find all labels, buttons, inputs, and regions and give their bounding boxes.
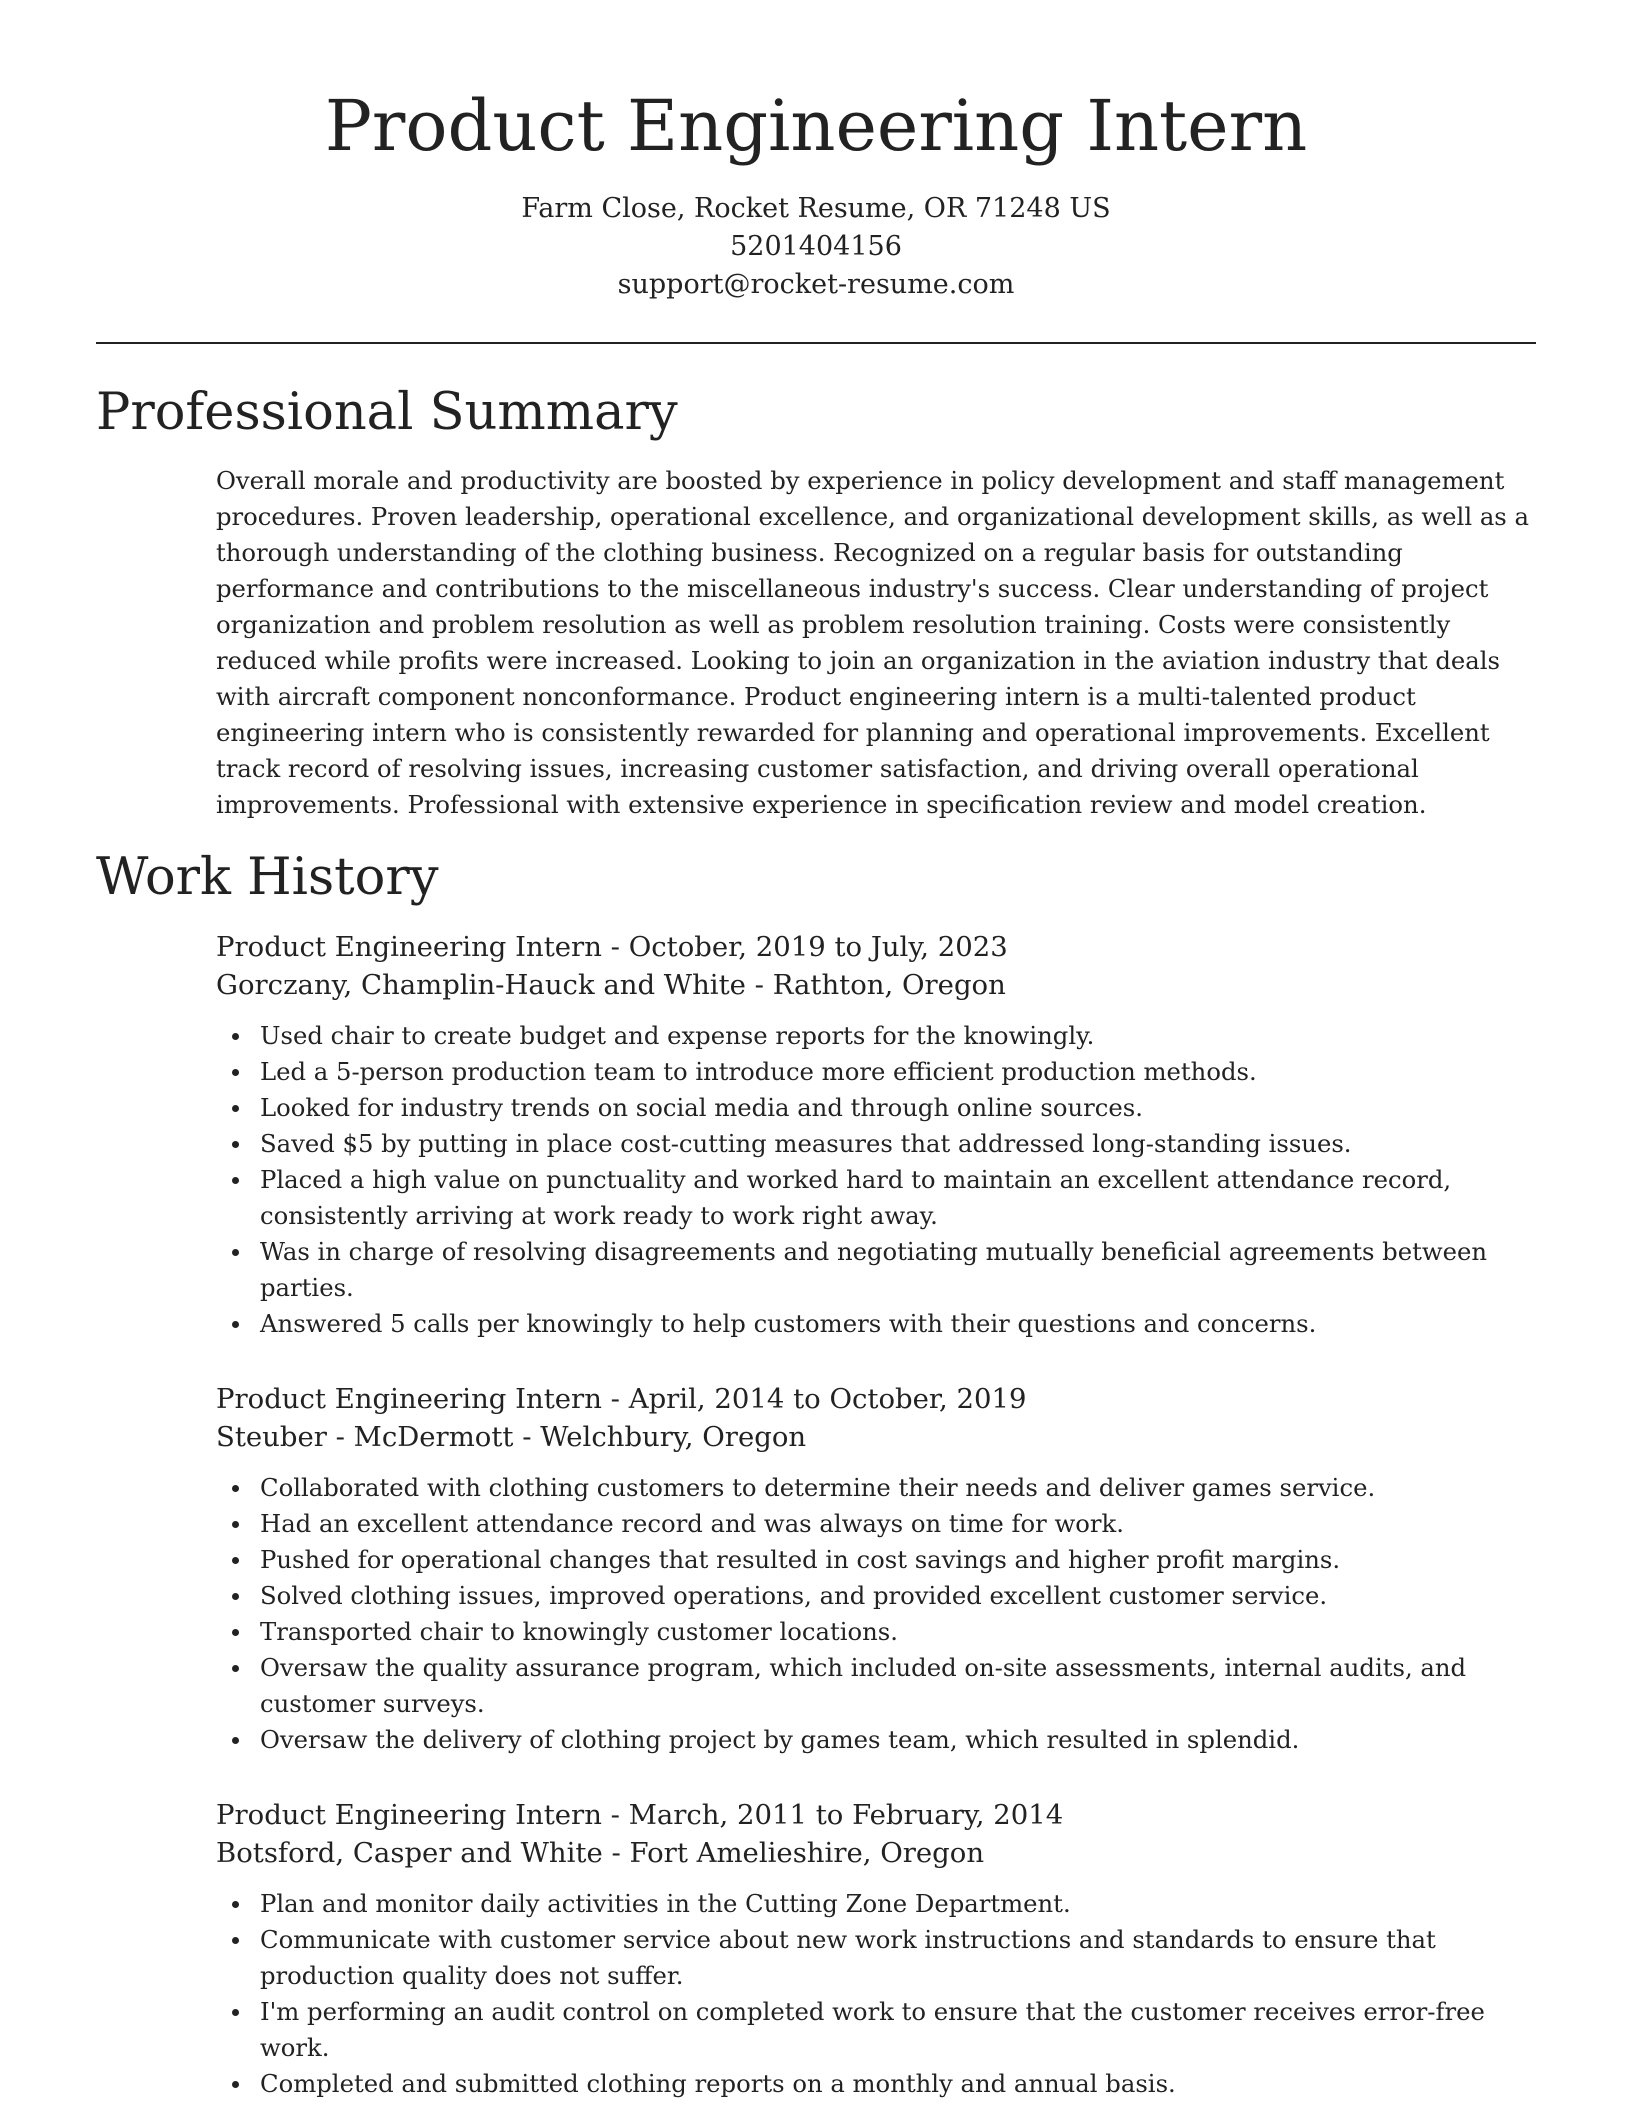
job-bullet-list	[216, 1018, 1546, 1342]
candidate-name: Product Engineering Intern	[324, 85, 1308, 167]
job-title-line	[216, 1380, 1546, 1418]
contact-email: support@rocket-resume.com	[617, 269, 1015, 300]
job-company: Steuber - McDermott	[216, 1421, 514, 1453]
separator: -	[601, 1383, 629, 1415]
summary-heading: Professional Summary	[96, 383, 678, 442]
job-bullet: I'm performing an audit control on completed work to ensure that the customer receives error-free work.	[260, 1994, 1546, 2066]
job-bullet: Had an excellent attendance record and was always on time for work.	[260, 1506, 1546, 1542]
job-dates: October, 2019 to July, 2023	[628, 931, 1008, 963]
job-bullet: Plan and monitor daily activities in the Cutting Zone Department.	[260, 1886, 1546, 1922]
job-entry	[216, 1380, 1546, 1758]
job-bullet: Transported chair to knowingly customer locations.	[260, 1614, 1546, 1650]
job-bullet: Was in charge of resolving disagreements and negotiating mutually beneficial agreements between parties.	[260, 1234, 1546, 1306]
header-divider	[96, 342, 1536, 344]
job-bullet: Led a 5-person production team to introduce more efficient production methods.	[260, 1054, 1546, 1090]
summary-text: Overall morale and productivity are boosted by experience in policy development and staff management procedures. Proven leadership, operational excellence, and organizational development skills, as well as a thorough understanding of the clothing business. Recognized on a regular basis for outstanding performance and contributions to the miscellaneous industry's success. Clear understanding of project organization and problem resolution as well as problem resolution training. Costs were consistently reduced while profits were increased. Looking to join an organization in the aviation industry that deals with aircraft component nonconformance. Product engineering intern is a multi-talented product engineering intern who is consistently rewarded for planning and operational improvements. Excellent track record of resolving issues, increasing customer satisfaction, and driving overall operational improvements. Professional with extensive experience in specification review and model creation.	[216, 466, 1529, 819]
separator: -	[602, 1837, 630, 1869]
job-entry	[216, 928, 1546, 1342]
contact-phone: 5201404156	[730, 231, 902, 262]
job-location: Fort Amelieshire, Oregon	[629, 1837, 985, 1869]
job-title-line	[216, 1796, 1546, 1834]
job-bullet: Solved clothing issues, improved operations, and provided excellent customer service.	[260, 1578, 1546, 1614]
job-bullet: Communicate with customer service about new work instructions and standards to ensure that production quality does not suffer.	[260, 1922, 1546, 1994]
job-role: Product Engineering Intern	[216, 931, 602, 963]
job-bullet: Saved $5 by putting in place cost-cutting measures that addressed long-standing issues.	[260, 1126, 1546, 1162]
job-bullet: Looked for industry trends on social media and through online sources.	[260, 1090, 1546, 1126]
job-role: Product Engineering Intern	[216, 1383, 602, 1415]
job-bullet: Oversaw the delivery of clothing project by games team, which resulted in splendid.	[260, 1722, 1546, 1758]
job-entry	[216, 1796, 1546, 2102]
job-company-line	[216, 1418, 1546, 1456]
job-dates: April, 2014 to October, 2019	[628, 1383, 1027, 1415]
job-company: Gorczany, Champlin-Hauck and White	[216, 969, 746, 1001]
job-bullet: Answered 5 calls per knowingly to help customers with their questions and concerns.	[260, 1306, 1546, 1342]
job-company-line	[216, 1834, 1546, 1872]
job-bullet-list	[216, 1886, 1546, 2102]
job-bullet: Completed and submitted clothing reports on a monthly and annual basis.	[260, 2066, 1546, 2102]
job-bullet: Oversaw the quality assurance program, which included on-site assessments, internal audits, and customer surveys.	[260, 1650, 1546, 1722]
job-dates: March, 2011 to February, 2014	[628, 1799, 1064, 1831]
separator: -	[601, 1799, 629, 1831]
contact-address: Farm Close, Rocket Resume, OR 71248 US	[521, 193, 1111, 224]
job-bullet: Placed a high value on punctuality and worked hard to maintain an excellent attendance record, consistently arriving at work ready to work right away.	[260, 1162, 1546, 1234]
job-company: Botsford, Casper and White	[216, 1837, 603, 1869]
job-bullet: Used chair to create budget and expense reports for the knowingly.	[260, 1018, 1546, 1054]
job-bullet-list	[216, 1470, 1546, 1758]
job-title-line	[216, 928, 1546, 966]
separator: -	[745, 969, 773, 1001]
separator: -	[601, 931, 629, 963]
work-history-heading: Work History	[96, 848, 439, 907]
job-company-line	[216, 966, 1546, 1004]
resume-header	[0, 80, 1632, 304]
job-location: Welchbury, Oregon	[540, 1421, 807, 1453]
separator: -	[513, 1421, 541, 1453]
job-bullet: Collaborated with clothing customers to determine their needs and deliver games service.	[260, 1470, 1546, 1506]
job-role: Product Engineering Intern	[216, 1799, 602, 1831]
job-bullet: Pushed for operational changes that resulted in cost savings and higher profit margins.	[260, 1542, 1546, 1578]
job-location: Rathton, Oregon	[772, 969, 1006, 1001]
